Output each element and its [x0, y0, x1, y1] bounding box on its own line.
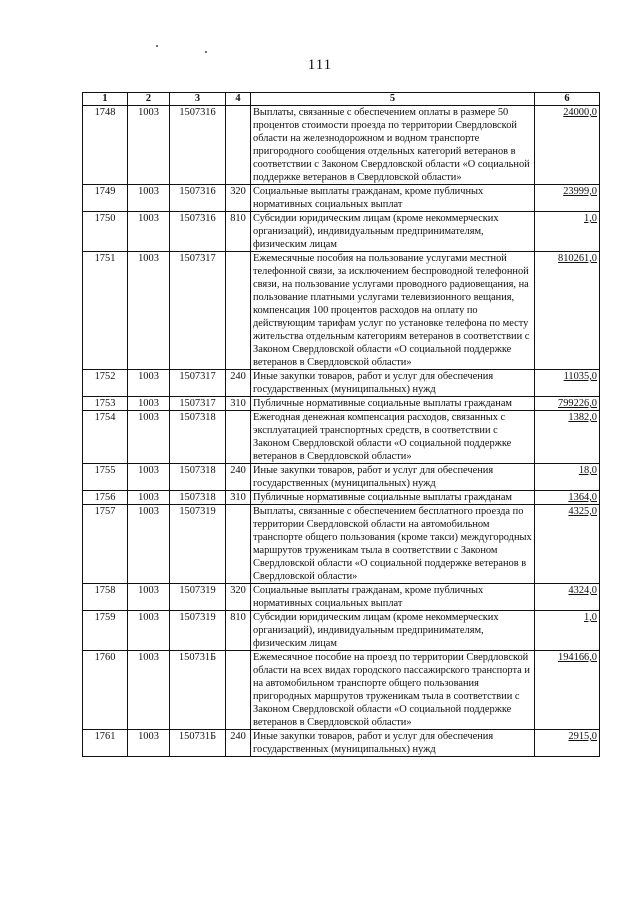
description-cell: Иные закупки товаров, работ и услуг для обеспечения государственных (муниципальных) нужд [251, 464, 535, 491]
expense-type-cell [226, 505, 251, 584]
amount-value: 4324,0 [568, 585, 597, 596]
expense-type-cell: 320 [226, 584, 251, 611]
amount-value: 11035,0 [563, 371, 597, 382]
amount-cell [535, 212, 600, 252]
section-code-cell: 1003 [128, 185, 170, 212]
header-cell: 6 [535, 93, 600, 106]
amount-cell [535, 505, 600, 584]
target-article-cell: 1507319 [170, 584, 226, 611]
section-code-cell: 1003 [128, 370, 170, 397]
expense-type-cell [226, 106, 251, 185]
amount-value: 799226,0 [558, 398, 597, 409]
target-article-cell: 1507317 [170, 397, 226, 411]
row-number-cell: 1758 [83, 584, 128, 611]
header-cell: 1 [83, 93, 128, 106]
amount-cell [535, 464, 600, 491]
section-code-cell: 1003 [128, 491, 170, 505]
target-article-cell: 1507318 [170, 411, 226, 464]
description-cell: Иные закупки товаров, работ и услуг для обеспечения государственных (муниципальных) нужд [251, 370, 535, 397]
header-row [83, 93, 600, 106]
expense-type-cell: 310 [226, 491, 251, 505]
amount-cell [535, 611, 600, 651]
section-code-cell: 1003 [128, 584, 170, 611]
description-cell: Выплаты, связанные с обеспечением бесплатного проезда по территории Свердловской области на автомобильном транспорте общего пользования (кроме такси) междугородных маршрутов труженикам тыла в соответствии с Законом Свердловской области «О социальной поддержке ветеранов в Свердловской области» [251, 505, 535, 584]
section-code-cell: 1003 [128, 397, 170, 411]
table-row [83, 491, 600, 505]
row-number-cell: 1757 [83, 505, 128, 584]
row-number-cell: 1761 [83, 730, 128, 757]
description-cell: Ежемесячное пособие на проезд по территории Свердловской области на всех видах городского пассажирского транспорта и на автомобильном транспорте общего пользования пригородных маршрутов труженикам тыла в соответствии с Законом Свердловской области «О социальной поддержке ветеранов в Свердловской области» [251, 651, 535, 730]
amount-value: 24000,0 [563, 107, 597, 118]
table-row [83, 106, 600, 185]
amount-cell [535, 397, 600, 411]
table-row [83, 212, 600, 252]
amount-cell [535, 491, 600, 505]
section-code-cell: 1003 [128, 252, 170, 370]
expense-type-cell [226, 411, 251, 464]
expense-type-cell [226, 252, 251, 370]
target-article-cell: 1507318 [170, 464, 226, 491]
amount-cell [535, 730, 600, 757]
target-article-cell: 150731Б [170, 730, 226, 757]
amount-cell [535, 584, 600, 611]
amount-value: 1382,0 [568, 412, 597, 423]
target-article-cell: 1507317 [170, 252, 226, 370]
row-number-cell: 1756 [83, 491, 128, 505]
table-row [83, 464, 600, 491]
description-cell: Выплаты, связанные с обеспечением оплаты в размере 50 процентов стоимости проезда по территории Свердловской области на железнодорожном и водном транспорте пригородного сообщения отдельных категорий ветеранов в соответствии с Законом Свердловской области «О социальной поддержке ветеранов в Свердловской области» [251, 106, 535, 185]
amount-value: 4325,0 [568, 506, 597, 517]
row-number-cell: 1759 [83, 611, 128, 651]
expense-type-cell: 240 [226, 730, 251, 757]
page-number: 111 [307, 57, 333, 73]
description-cell: Публичные нормативные социальные выплаты гражданам [251, 491, 535, 505]
amount-value: 2915,0 [568, 731, 597, 742]
scan-speck [205, 51, 207, 53]
table-row [83, 370, 600, 397]
table-row [83, 252, 600, 370]
amount-value: 1,0 [584, 213, 597, 224]
table-row [83, 611, 600, 651]
table-row [83, 584, 600, 611]
description-cell: Социальные выплаты гражданам, кроме публичных нормативных социальных выплат [251, 584, 535, 611]
expense-type-cell: 240 [226, 464, 251, 491]
table-row [83, 730, 600, 757]
target-article-cell: 1507316 [170, 185, 226, 212]
amount-cell [535, 370, 600, 397]
amount-value: 810261,0 [558, 253, 597, 264]
amount-cell [535, 651, 600, 730]
amount-cell [535, 252, 600, 370]
description-cell: Ежемесячные пособия на пользование услугами местной телефонной связи, за исключением беспроводной телефонной связи, на пользование услугами проводного радиовещания, на пользование платными услугами телевизионного вещания, компенсация 100 процентов расходов на оплату по действующим тарифам услуг по установке телефона по месту жительства отдельным категориям ветеранов в соответствии с Законом Свердловской области «О социальной поддержке ветеранов в Свердловской области» [251, 252, 535, 370]
expense-type-cell: 310 [226, 397, 251, 411]
row-number-cell: 1754 [83, 411, 128, 464]
row-number-cell: 1749 [83, 185, 128, 212]
expense-type-cell: 810 [226, 212, 251, 252]
description-cell: Иные закупки товаров, работ и услуг для обеспечения государственных (муниципальных) нужд [251, 730, 535, 757]
scan-speck [156, 45, 158, 47]
target-article-cell: 1507318 [170, 491, 226, 505]
section-code-cell: 1003 [128, 106, 170, 185]
table-row [83, 505, 600, 584]
description-cell: Ежегодная денежная компенсация расходов, связанных с эксплуатацией транспортных средств, в соответствии с Законом Свердловской области «О социальной поддержке ветеранов в Свердловской области» [251, 411, 535, 464]
expense-type-cell: 320 [226, 185, 251, 212]
target-article-cell: 1507317 [170, 370, 226, 397]
target-article-cell: 150731Б [170, 651, 226, 730]
row-number-cell: 1760 [83, 651, 128, 730]
header-cell: 5 [251, 93, 535, 106]
amount-value: 18,0 [578, 465, 597, 476]
table-row [83, 651, 600, 730]
section-code-cell: 1003 [128, 212, 170, 252]
table-row [83, 411, 600, 464]
description-cell: Социальные выплаты гражданам, кроме публичных нормативных социальных выплат [251, 185, 535, 212]
target-article-cell: 1507316 [170, 106, 226, 185]
amount-cell [535, 185, 600, 212]
target-article-cell: 1507316 [170, 212, 226, 252]
section-code-cell: 1003 [128, 651, 170, 730]
target-article-cell: 1507319 [170, 505, 226, 584]
description-cell: Субсидии юридическим лицам (кроме некоммерческих организаций), индивидуальным предпринимателям, физическим лицам [251, 212, 535, 252]
header-cell: 4 [226, 93, 251, 106]
row-number-cell: 1752 [83, 370, 128, 397]
expense-type-cell: 240 [226, 370, 251, 397]
description-cell: Публичные нормативные социальные выплаты гражданам [251, 397, 535, 411]
row-number-cell: 1753 [83, 397, 128, 411]
amount-value: 1,0 [584, 612, 597, 623]
expense-type-cell [226, 651, 251, 730]
description-cell: Субсидии юридическим лицам (кроме некоммерческих организаций), индивидуальным предпринимателям, физическим лицам [251, 611, 535, 651]
amount-value: 1364,0 [568, 492, 597, 503]
section-code-cell: 1003 [128, 464, 170, 491]
section-code-cell: 1003 [128, 505, 170, 584]
amount-cell [535, 106, 600, 185]
target-article-cell: 1507319 [170, 611, 226, 651]
section-code-cell: 1003 [128, 730, 170, 757]
section-code-cell: 1003 [128, 411, 170, 464]
table-body [83, 106, 600, 757]
section-code-cell: 1003 [128, 611, 170, 651]
table-row [83, 185, 600, 212]
table-header [83, 93, 600, 106]
row-number-cell: 1751 [83, 252, 128, 370]
amount-value: 194166,0 [558, 652, 597, 663]
amount-cell [535, 411, 600, 464]
table-row [83, 397, 600, 411]
header-cell: 3 [170, 93, 226, 106]
header-cell: 2 [128, 93, 170, 106]
budget-table [82, 92, 600, 757]
amount-value: 23999,0 [563, 186, 597, 197]
row-number-cell: 1750 [83, 212, 128, 252]
row-number-cell: 1755 [83, 464, 128, 491]
expense-type-cell: 810 [226, 611, 251, 651]
row-number-cell: 1748 [83, 106, 128, 185]
